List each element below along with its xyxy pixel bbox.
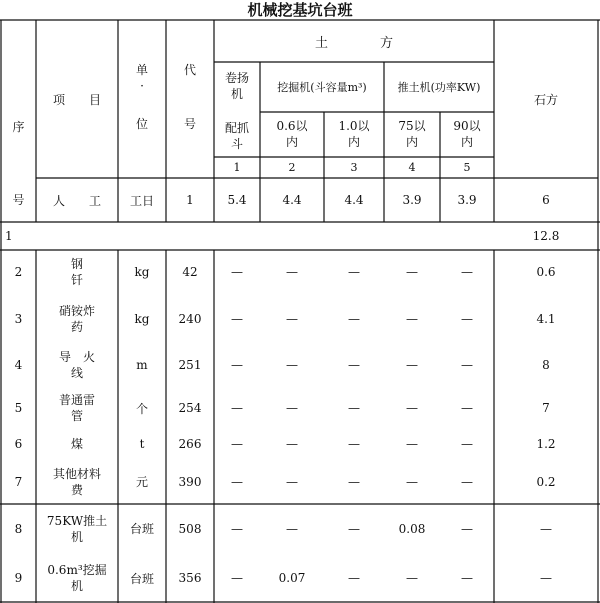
header-winch: 卷扬 机 [224, 71, 249, 101]
row-unit: kg [134, 265, 150, 279]
value-cell: 1.2 [536, 437, 556, 451]
row-item-line: 管 [70, 409, 83, 423]
dash-cell: — [540, 571, 552, 585]
header-sub-col: 75以 内 [398, 119, 426, 149]
dash-cell: — [231, 311, 243, 326]
dash-cell: — [231, 358, 243, 372]
row-code: 266 [178, 437, 202, 451]
header-sub-col: 1.0以 内 [338, 119, 370, 149]
row-item-line: 0.6m³挖掘 [47, 563, 107, 577]
row-item-line: 费 [70, 482, 83, 497]
row-number: 7 [14, 474, 23, 489]
row-unit: 元 [135, 475, 148, 489]
row-code: 251 [178, 358, 202, 372]
dash-cell: — [348, 521, 360, 536]
row-item-line: 普通雷 [58, 393, 95, 407]
dash-cell: — [348, 474, 360, 489]
row-item-line: 机 [70, 529, 83, 544]
labor-value: 4.4 [344, 193, 364, 207]
dash-cell: — [406, 358, 418, 372]
dash-cell: — [231, 401, 243, 415]
labor-unit: 工日 [129, 193, 154, 208]
header-code: 代 号 [183, 63, 196, 131]
value-cell: 4.1 [536, 311, 556, 326]
dash-cell: — [461, 311, 473, 326]
dash-cell: — [348, 311, 360, 326]
row-item-line: 导 火 [58, 350, 95, 364]
header-seq-2: 号 [12, 193, 25, 207]
row-number: 5 [14, 401, 23, 415]
dash-cell: — [348, 265, 360, 279]
row-item-line: 线 [70, 366, 83, 380]
row-item [36, 553, 118, 603]
dash-cell: — [231, 474, 243, 489]
labor-value: 6 [542, 193, 550, 207]
row-unit: 台班 [129, 522, 154, 536]
dash-cell: — [286, 265, 298, 279]
row-item-line: 硝铵炸 [58, 303, 95, 318]
header-unit: 单 · 位 [135, 63, 148, 131]
header-sub-col: 90以 内 [453, 119, 481, 149]
dash-cell: — [286, 437, 298, 451]
row-item-line: 机 [70, 579, 83, 593]
dash-cell: — [461, 474, 473, 489]
row-number: 9 [14, 571, 23, 585]
dash-cell: — [461, 437, 473, 451]
header-earth: 土 方 [314, 35, 393, 51]
dash-cell: — [461, 571, 473, 585]
header-seq: 序 [12, 120, 25, 134]
dash-cell: — [231, 437, 243, 451]
row-item [36, 343, 118, 387]
row-item-line: 钢 [70, 257, 83, 271]
row-code: 390 [178, 474, 202, 489]
dash-cell: — [406, 265, 418, 279]
dash-cell: — [348, 437, 360, 451]
dash-cell: — [286, 521, 298, 536]
row-code: 240 [178, 311, 202, 326]
row-number: 1 [5, 229, 13, 243]
row-unit: 个 [135, 401, 148, 416]
row-number: 3 [14, 311, 23, 326]
row-item [36, 294, 118, 343]
value-cell: 0.08 [398, 521, 426, 536]
dash-cell: — [286, 358, 298, 372]
row-unit: m [136, 358, 148, 372]
col-num: 4 [408, 161, 416, 174]
header-item: 项 目 [52, 92, 101, 107]
row-unit: kg [134, 311, 150, 326]
value-cell: 0.6 [536, 265, 556, 279]
header-winch-sub: 配抓 斗 [224, 121, 249, 151]
row-unit: 台班 [129, 571, 154, 586]
header-excavator: 挖掘机(斗容量m³) [277, 81, 367, 94]
row-item [36, 429, 118, 459]
page-title: 机械挖基坑台班 [247, 1, 353, 19]
value-cell: 7 [542, 401, 550, 415]
dash-cell: — [406, 311, 418, 326]
value-cell: 8 [542, 358, 550, 372]
row-item [36, 387, 118, 429]
dash-cell: — [286, 474, 298, 489]
header-bulldozer: 推土机(功率KW) [397, 81, 481, 94]
dash-cell: — [286, 311, 298, 326]
dash-cell: — [348, 571, 360, 585]
dash-cell: — [540, 521, 552, 536]
labor-value: 4.4 [282, 193, 302, 207]
row-item [36, 459, 118, 504]
row-unit: t [139, 437, 145, 451]
col-num: 3 [350, 161, 358, 174]
dash-cell: — [231, 265, 243, 279]
dash-cell: — [461, 521, 473, 536]
row-item-line: 其他材料 [52, 466, 101, 481]
dash-cell: — [406, 401, 418, 415]
header-stone: 石方 [533, 92, 558, 107]
labor-code: 1 [186, 193, 194, 207]
dash-cell: — [231, 521, 243, 536]
row-number: 6 [14, 437, 23, 451]
col-num: 1 [233, 161, 241, 174]
dash-cell: — [286, 401, 298, 415]
row-code: 508 [178, 521, 202, 536]
row-item [36, 250, 118, 294]
value-cell: 0.2 [536, 474, 556, 489]
dash-cell: — [406, 437, 418, 451]
row-item [36, 504, 118, 553]
row-number: 8 [14, 521, 23, 536]
row-code: 254 [178, 401, 202, 415]
labor-value: 3.9 [402, 193, 422, 207]
header-sub-col: 0.6以 内 [276, 119, 308, 149]
value-cell: 0.07 [278, 571, 306, 585]
row-code: 42 [182, 265, 198, 279]
dash-cell: — [461, 358, 473, 372]
dash-cell: — [406, 474, 418, 489]
dash-cell: — [406, 571, 418, 585]
value-cell: 12.8 [532, 229, 560, 243]
row-item-line: 药 [70, 319, 83, 334]
dash-cell: — [348, 401, 360, 415]
labor-value: 3.9 [457, 193, 477, 207]
row-number: 2 [14, 265, 23, 279]
dash-cell: — [461, 401, 473, 415]
row-number: 4 [14, 358, 23, 372]
row-item-line: 75KW推土 [46, 513, 108, 528]
labor-item: 人 工 [52, 193, 101, 208]
col-num: 2 [288, 161, 296, 174]
row-code: 356 [178, 571, 202, 585]
dash-cell: — [231, 571, 243, 585]
dash-cell: — [461, 265, 473, 279]
col-num: 5 [463, 161, 471, 174]
labor-value: 5.4 [227, 193, 247, 207]
row-item-line: 煤 [70, 437, 83, 451]
dash-cell: — [348, 358, 360, 372]
row-item-line: 钎 [70, 273, 83, 287]
